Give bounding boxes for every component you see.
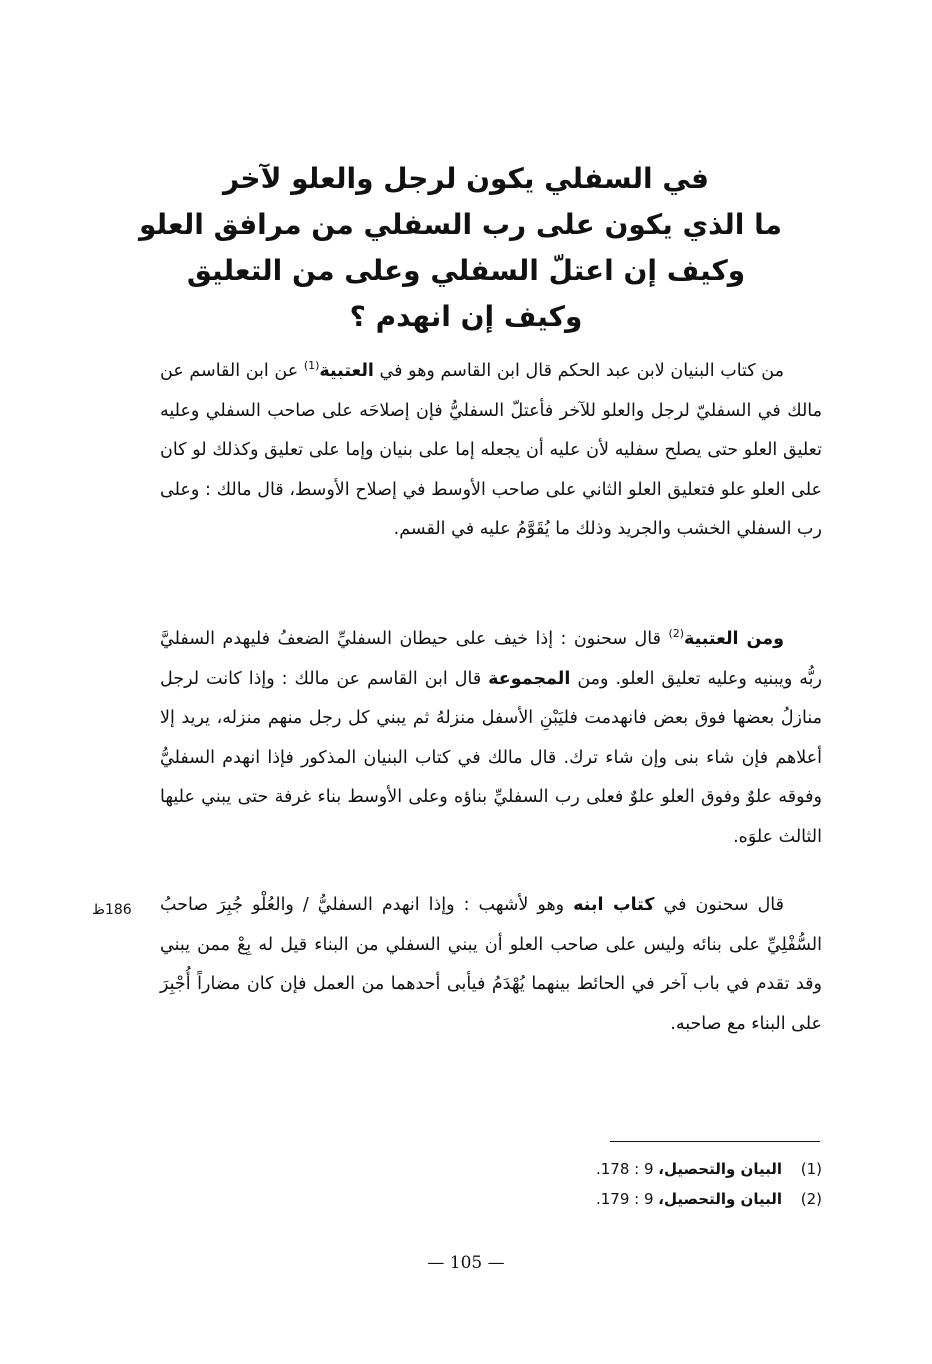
footnote-ref-1: (1) <box>303 359 320 373</box>
footnote-1-number: (1) <box>800 1160 822 1178</box>
source-name-utbiyya: العتبية <box>319 361 374 381</box>
manuscript-folio-marker: 186ظ <box>92 902 132 918</box>
footnote-2-ref: 9 : 179. <box>595 1190 659 1208</box>
paragraph-2-text-b: قال ابن القاسم عن مالك : وإذا كانت لرجل منازلُ بعضها فوق بعض فانهدمت فليَبْنِ الأسفل منزلهُ ثم يبني كل رجل منهم منزله، يريد إلا أعلاهم فإن شاء بنى وإن شاء ترك. قال مالك في كتاب البنيان المذكور فإذا انهدم السفليُّ وفوقه علوٌ وفوق العلو علوٌ فعلى رب السفليِّ بناؤه وعلى الأوسط بناء غرفة حتى يبني عليها الثالث علوَه. <box>160 668 822 847</box>
paragraph-2 <box>160 620 822 857</box>
footnote-ref-2: (2) <box>668 627 685 641</box>
footnote-1-source: البيان والتحصيل، <box>658 1160 782 1178</box>
paragraph-3 <box>160 886 822 1044</box>
source-name-majmua: المجموعة <box>488 668 571 689</box>
paragraph-1-text-b: عن ابن القاسم عن مالك في السفليّ لرجل والعلو للآخر فأعتلّ السفليُّ فإن إصلاحَه على صاحب السفلي وعليه تعليق العلو حتى يصلح سفليه لأن عليه أن يجعله إما على بنيان وإما على تعليق وكذلك لو كان على العلو علو فتعليق العلو الثاني على صاحب الأوسط في إصلاح الأوسط، قال مالك : وعلى رب السفلي الخشب والجريد وذلك ما يُقَوَّمُ عليه في القسم. <box>160 361 822 539</box>
title-line-4: وكيف إن انهدم ؟ <box>349 300 583 333</box>
footnote-2-number: (2) <box>800 1190 822 1208</box>
source-name-kitab-ibnih: كتاب ابنه <box>573 895 655 915</box>
paragraph-1 <box>160 352 822 550</box>
footnote-2-source: البيان والتحصيل، <box>658 1190 782 1208</box>
title-line-3: وكيف إن اعتلّ السفلي وعلى من التعليق <box>186 254 746 287</box>
footnote-2 <box>420 1184 822 1214</box>
page-number: — 105 — <box>427 1253 505 1273</box>
footnotes <box>420 1154 822 1214</box>
paragraph-3-text-a: قال سحنون في <box>654 895 784 915</box>
footnote-1 <box>420 1154 822 1184</box>
footnote-divider <box>610 1141 820 1142</box>
title-line-2: ما الذي يكون على رب السفلي من مرافق العلو <box>138 208 782 241</box>
chapter-title <box>138 156 782 340</box>
source-name-utbiyya-2: ومن العتبية <box>684 629 784 649</box>
paragraph-3-text-b: وهو لأشهب : وإذا انهدم السفليُّ / والعُلْو جُبِرَ صاحبُ السُّفْلِيِّ على بنائه وليس على صاحب العلو أن يبني السفلي من البناء قيل له بِعْ ممن يبني وقد تقدم في باب آخر في الحائط بينهما يُهْدَمُ فيأبى أحدهما من العمل فإن كان مضاراً أُجْبِرَ على البناء مع صاحبه. <box>160 895 822 1034</box>
paragraph-1-text-a: من كتاب البنيان لابن عبد الحكم قال ابن القاسم وهو في <box>373 361 784 381</box>
paragraph-2-text-a: قال سحنون : إذا خيف على حيطان السفليِّ الضعفُ فليهدم السفليَّ ربُّه ويبنيه وعليه تعليق العلو. ومن <box>160 629 822 689</box>
title-line-1: في السفلي يكون لرجل والعلو لآخر <box>222 162 710 195</box>
footnote-1-ref: 9 : 178. <box>595 1160 659 1178</box>
